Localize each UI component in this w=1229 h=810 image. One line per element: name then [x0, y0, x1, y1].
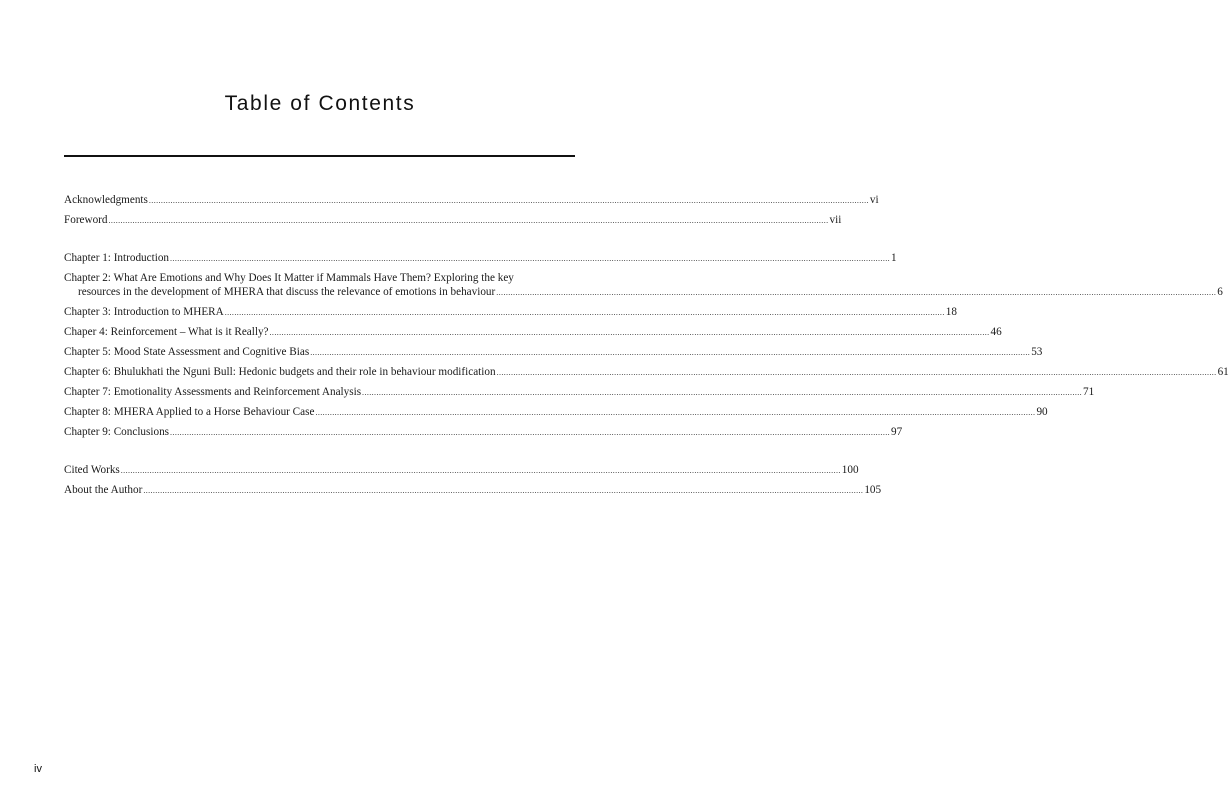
toc-page-number: 53	[1031, 346, 1043, 358]
toc-label: Acknowledgments	[64, 194, 148, 206]
table-of-contents	[64, 193, 1229, 503]
title-rule	[64, 155, 575, 157]
toc-entry-chapter-5[interactable]	[64, 345, 1043, 365]
toc-page-number: vii	[829, 214, 842, 226]
dot-leader: ............................................................................................................................................................................................................................................................................................................	[148, 196, 869, 205]
toc-page-number: 71	[1083, 386, 1095, 398]
toc-entry-chapter-8[interactable]	[64, 405, 1048, 425]
toc-entry-chapter-4[interactable]	[64, 325, 1002, 345]
page-title: Table of Contents	[224, 92, 416, 115]
toc-label: Chapter 9: Conclusions	[64, 426, 170, 438]
page-number: iv	[34, 763, 42, 775]
toc-label: Chapter 3: Introduction to MHERA	[64, 306, 224, 318]
toc-label: Chaper 4: Reinforcement – What is it Really?	[64, 326, 269, 338]
toc-label: Chapter 5: Mood State Assessment and Cognitive Bias	[64, 346, 310, 358]
toc-label-line-1: Chapter 2: What Are Emotions and Why Does It Matter if Mammals Have Them? Exploring the key	[64, 272, 514, 284]
toc-label: Cited Works	[64, 464, 120, 476]
dot-leader: ............................................................................................................................................................................................................................................................................................................	[170, 428, 891, 437]
toc-entry-about-the-author[interactable]	[64, 483, 882, 503]
dot-leader: ............................................................................................................................................................................................................................................................................................................	[496, 288, 1217, 297]
dot-leader: ............................................................................................................................................................................................................................................................................................................	[224, 308, 945, 317]
toc-page-number: 6	[1217, 286, 1223, 298]
toc-entry-cited-works[interactable]	[64, 463, 859, 483]
toc-page-number: 46	[990, 326, 1002, 338]
toc-entry-chapter-2[interactable]	[64, 271, 1223, 305]
section-gap	[64, 233, 575, 251]
dot-leader: ............................................................................................................................................................................................................................................................................................................	[170, 254, 891, 263]
toc-entry-chapter-9[interactable]	[64, 425, 903, 445]
dot-leader: ............................................................................................................................................................................................................................................................................................................	[315, 408, 1036, 417]
toc-label: Chapter 1: Introduction	[64, 252, 170, 264]
toc-label-line-2-row	[64, 285, 1223, 300]
toc-entry-acknowledgments[interactable]	[64, 193, 879, 213]
dot-leader: ............................................................................................................................................................................................................................................................................................................	[496, 368, 1217, 377]
toc-page-number: 90	[1036, 406, 1048, 418]
dot-leader: ............................................................................................................................................................................................................................................................................................................	[269, 328, 990, 337]
dot-leader: ............................................................................................................................................................................................................................................................................................................	[108, 216, 829, 225]
toc-page-number: 18	[945, 306, 957, 318]
dot-leader: ............................................................................................................................................................................................................................................................................................................	[143, 486, 864, 495]
toc-label-line-2: resources in the development of MHERA that discuss the relevance of emotions in behaviour	[78, 286, 496, 298]
dot-leader: ............................................................................................................................................................................................................................................................................................................	[362, 388, 1083, 397]
toc-entry-foreword[interactable]	[64, 213, 842, 233]
section-gap	[64, 445, 575, 463]
toc-page-number: 1	[891, 252, 897, 264]
toc-entry-chapter-3[interactable]	[64, 305, 957, 325]
dot-leader: ............................................................................................................................................................................................................................................................................................................	[120, 466, 841, 475]
toc-entry-chapter-1[interactable]	[64, 251, 897, 271]
toc-page-number: 100	[841, 464, 859, 476]
toc-label: Foreword	[64, 214, 108, 226]
toc-label: About the Author	[64, 484, 143, 496]
toc-entry-chapter-7[interactable]	[64, 385, 1095, 405]
toc-page-number: 105	[864, 484, 882, 496]
toc-entry-chapter-6[interactable]	[64, 365, 1229, 385]
toc-page-number: vi	[869, 194, 879, 206]
toc-page-number: 61	[1217, 366, 1229, 378]
toc-page-number: 97	[891, 426, 903, 438]
toc-label: Chapter 8: MHERA Applied to a Horse Behaviour Case	[64, 406, 315, 418]
toc-label: Chapter 7: Emotionality Assessments and Reinforcement Analysis	[64, 386, 362, 398]
dot-leader: ............................................................................................................................................................................................................................................................................................................	[310, 348, 1031, 357]
toc-label: Chapter 6: Bhulukhati the Nguni Bull: Hedonic budgets and their role in behaviour modification	[64, 366, 496, 378]
